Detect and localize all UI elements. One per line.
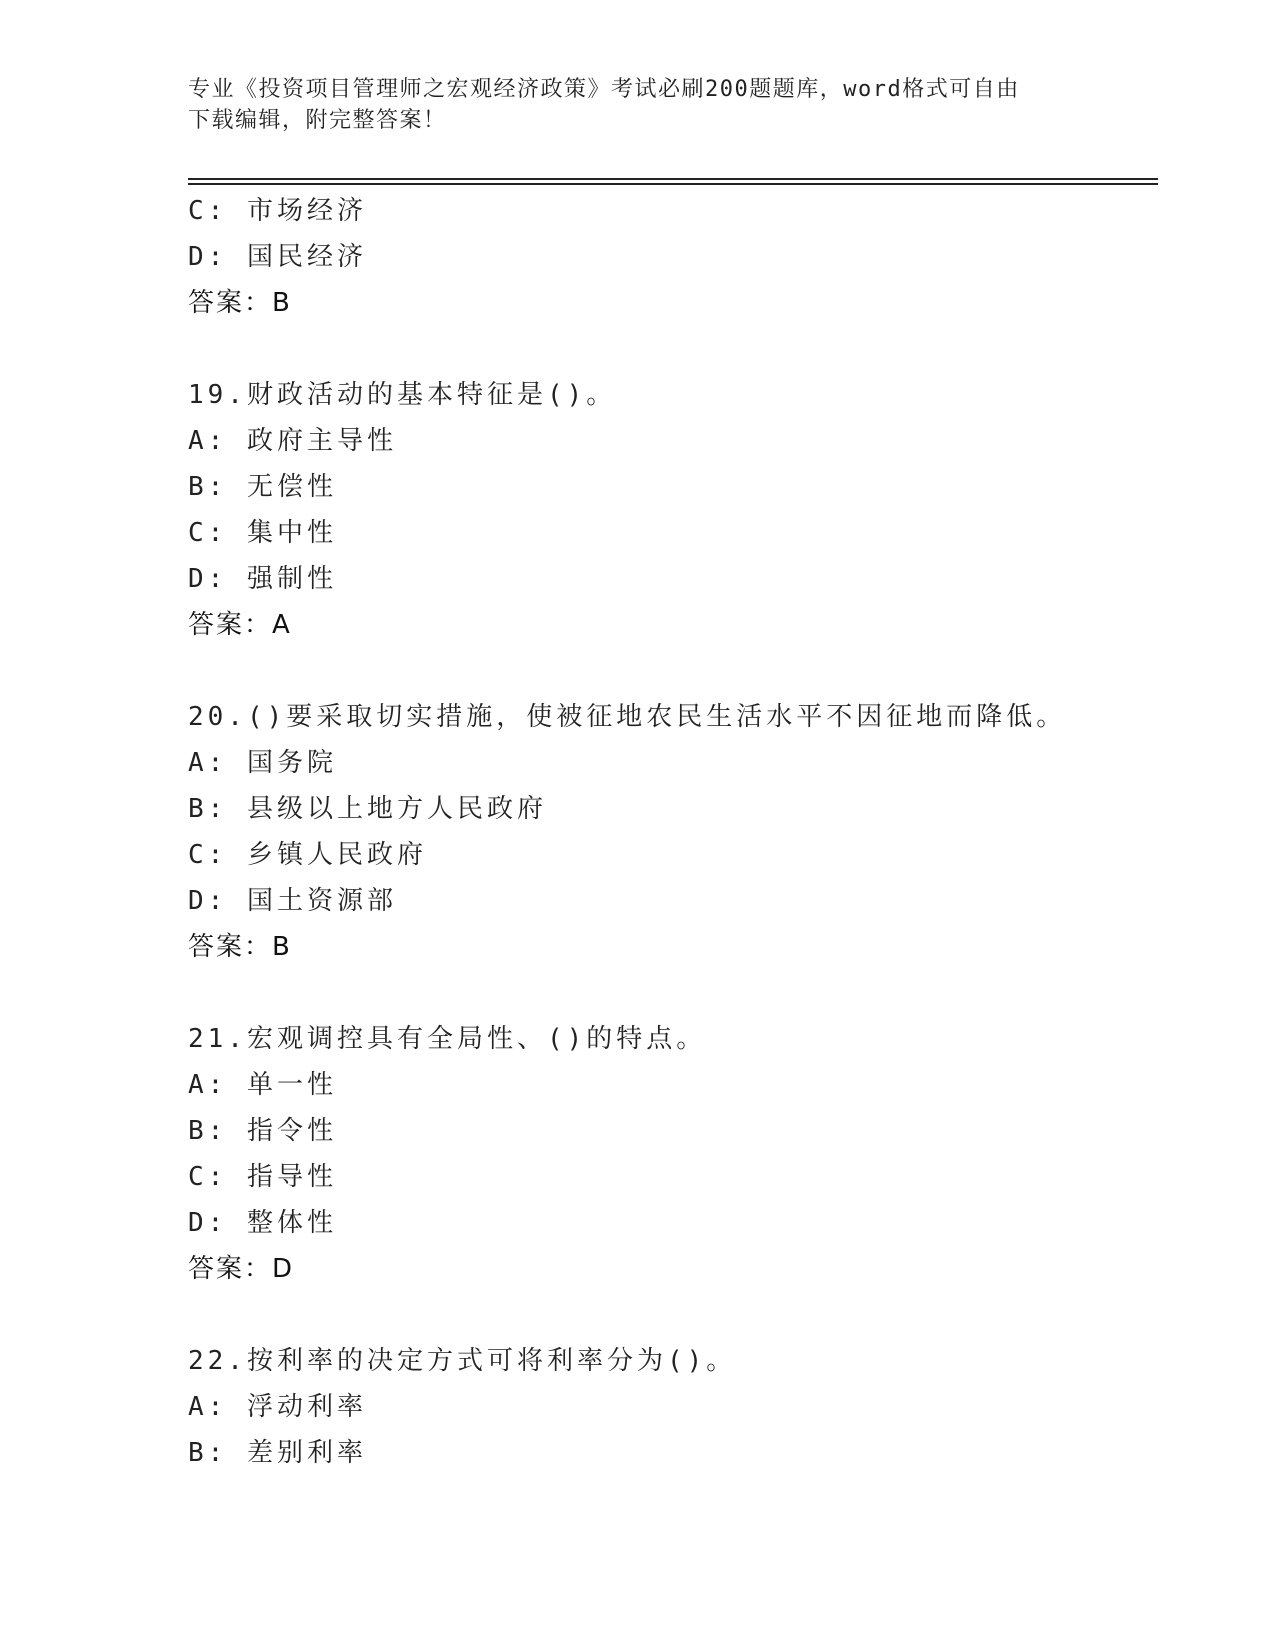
answer-line: 答案：A [188, 610, 292, 640]
option-d: D: 国土资源部 [188, 886, 397, 916]
option-a: A: 浮动利率 [188, 1392, 367, 1422]
header-line-1: 专业《投资项目管理师之宏观经济政策》考试必刷200题题库，word格式可自由 [188, 77, 1020, 102]
question-stem: 22.按利率的决定方式可将利率分为()。 [188, 1346, 737, 1376]
option-c: C: 市场经济 [188, 196, 367, 226]
option-b: B: 差别利率 [188, 1438, 367, 1468]
option-d: D: 整体性 [188, 1208, 337, 1238]
option-a: A: 国务院 [188, 748, 337, 778]
option-c: C: 指导性 [188, 1162, 337, 1192]
header-rule-top [188, 178, 1158, 180]
question-stem: 20.()要采取切实措施，使被征地农民生活水平不因征地而降低。 [188, 702, 1067, 732]
answer-line: 答案：B [188, 932, 292, 962]
option-b: B: 指令性 [188, 1116, 337, 1146]
question-22 [188, 1338, 1168, 1476]
option-c: C: 集中性 [188, 518, 337, 548]
question-21 [188, 1016, 1168, 1292]
answer-line: 答案：D [188, 1254, 295, 1284]
header-rule-bottom [188, 183, 1158, 185]
question-stem: 19.财政活动的基本特征是()。 [188, 380, 617, 410]
document-header [188, 74, 1068, 136]
option-a: A: 政府主导性 [188, 426, 397, 456]
option-a: A: 单一性 [188, 1070, 337, 1100]
answer-line: 答案：B [188, 288, 292, 318]
question-18-continued [188, 188, 1168, 326]
question-stem: 21.宏观调控具有全局性、()的特点。 [188, 1024, 707, 1054]
option-b: B: 县级以上地方人民政府 [188, 794, 547, 824]
option-d: D: 国民经济 [188, 242, 367, 272]
header-line-2: 下载编辑，附完整答案！ [188, 108, 447, 133]
option-b: B: 无偿性 [188, 472, 337, 502]
question-20 [188, 694, 1168, 970]
option-c: C: 乡镇人民政府 [188, 840, 427, 870]
question-19 [188, 372, 1168, 648]
option-d: D: 强制性 [188, 564, 337, 594]
question-list [188, 188, 1168, 1476]
